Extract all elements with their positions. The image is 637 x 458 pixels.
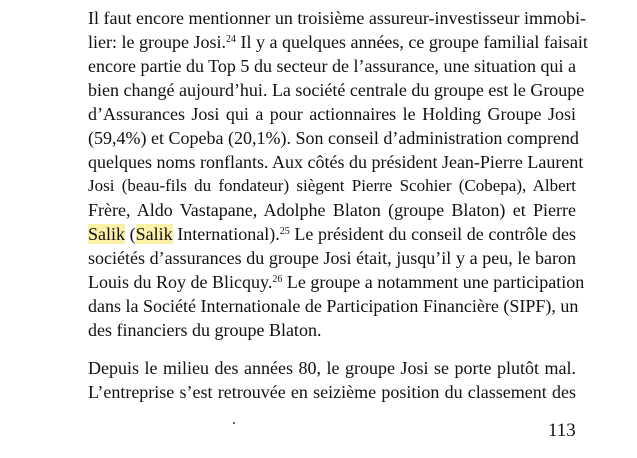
text-span: Louis du Roy de Blicquy.: [88, 272, 273, 292]
text-span: encore partie du Top 5 du secteur de l’assurance, une situation qui a: [88, 56, 576, 76]
text-line: [88, 294, 579, 318]
text-span: quelques noms ronflants. Aux côtés du président Jean-Pierre Laurent: [88, 152, 584, 172]
text-span: Josi (beau-fils du fondateur) siègent Pierre Scohier (Cobepa), Albert: [88, 176, 576, 195]
text-span: (59,4%) et Copeba (20,1%). Son conseil d’administration comprend: [88, 128, 579, 148]
highlighted-word: Salik: [135, 224, 173, 244]
text-span: (: [125, 224, 136, 244]
text-line: [88, 270, 585, 294]
text-span: Le président du conseil de contrôle des: [289, 224, 576, 244]
text-line: [88, 222, 576, 246]
text-span: Frère, Aldo Vastapane, Adolphe Blaton (groupe Blaton) et Pierre: [88, 200, 576, 220]
text-span: Il faut encore mentionner un troisième assureur-investisseur immobi-: [88, 8, 586, 28]
text-span: Le groupe a notamment une participation: [282, 272, 585, 292]
ink-speck: [233, 422, 235, 424]
text-line: [88, 318, 576, 342]
footnote-marker: 25: [279, 226, 290, 237]
text-line: [88, 54, 576, 78]
text-line: [88, 30, 588, 54]
text-span: dans la Société Internationale de Participation Financière (SIPF), un: [88, 296, 579, 316]
text-span: International).: [172, 224, 280, 244]
text-span: L’entreprise s’est retrouvée en seizième position du classement des: [88, 382, 576, 402]
text-line: [88, 6, 586, 30]
highlighted-word: Salik: [88, 224, 126, 244]
footnote-marker: 24: [225, 34, 236, 45]
text-span: d’Assurances Josi qui a pour actionnaires le Holding Groupe Josi: [88, 104, 576, 124]
text-line: [88, 102, 576, 126]
text-span: bien changé aujourd’hui. La société centrale du groupe est le Groupe: [88, 80, 585, 100]
text-line: [88, 126, 579, 150]
text-span: Il y a quelques années, ce groupe familial faisait: [235, 32, 588, 52]
text-line: [88, 78, 585, 102]
text-line: [88, 380, 576, 404]
text-span: Depuis le milieu des années 80, le groupe Josi se porte plutôt mal.: [88, 358, 576, 378]
text-line: [88, 174, 576, 198]
text-span: des financiers du groupe Blaton.: [88, 320, 322, 340]
text-line: [88, 150, 584, 174]
text-line: [88, 198, 576, 222]
page-number: 113: [548, 420, 576, 441]
footnote-marker: 26: [272, 274, 283, 285]
text-span: lier: le groupe Josi.: [88, 32, 226, 52]
text-span: sociétés d’assurances du groupe Josi était, jusqu’il y a peu, le baron: [88, 248, 576, 268]
text-line: [88, 356, 576, 380]
text-line: [88, 246, 576, 270]
